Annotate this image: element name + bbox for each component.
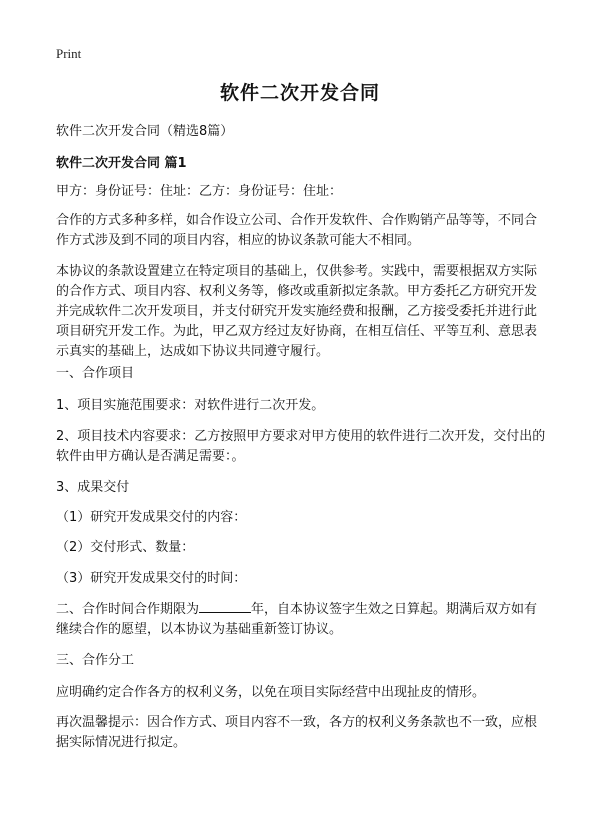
agreement-basis-paragraph: 本协议的条款设置建立在特定项目的基础上，仅供参考。实践中，需要根据双方实际的合作方式、项目内容、权利义务等，修改或重新拟定条款。甲方委托乙方研究开发并完成软件二次开发项目，并支付研究开发实施经费和报酬，乙方接受委托并进行此项目研究开发工作。为此，甲乙双方经过友好协商，在相互信任、平等互利、意思表示真实的基础上，达成如下协议共同遵守履行。: [56, 264, 538, 359]
term-blank-line: [199, 600, 251, 613]
clause-term-before: 二、合作时间合作期限为: [56, 602, 200, 617]
clause-delivery-content: （1）研究开发成果交付的内容：: [56, 510, 247, 525]
clause-scope: 1、项目实施范围要求：对软件进行二次开发。: [56, 398, 325, 413]
print-link[interactable]: Print: [56, 46, 82, 61]
clause-delivery-time: （3）研究开发成果交付的时间：: [56, 571, 247, 586]
document-title: 软件二次开发合同: [219, 82, 380, 104]
clause-term-after: 年，自本协议签字生效之日算起。期满后双方如有继续合作的愿望，以本协议为基础重新签订协议。: [56, 602, 538, 637]
clause-heading-project: 一、合作项目: [56, 366, 135, 381]
clause-delivery-heading: 3、成果交付: [56, 480, 130, 495]
clause-delivery-form: （2）交付形式、数量：: [56, 540, 195, 555]
clause-technical: 2、项目技术内容要求：乙方按照甲方要求对甲方使用的软件进行二次开发，交付出的软件由甲方确认是否满足需要：。: [56, 429, 546, 464]
cooperation-intro-paragraph: 合作的方式多种多样，如合作设立公司、合作开发软件、合作购销产品等等，不同合作方式涉及到不同的项目内容，相应的协议条款可能大不相同。: [56, 213, 538, 248]
clause-term: [56, 600, 546, 640]
section-heading: 软件二次开发合同 篇1: [56, 156, 187, 171]
clause-division-body: 应明确约定合作各方的权利义务，以免在项目实际经营中出现扯皮的情形。: [56, 685, 486, 700]
document-subtitle: 软件二次开发合同（精选8篇）: [56, 124, 234, 139]
reminder-paragraph: 再次温馨提示：因合作方式、项目内容不一致，各方的权利义务条款也不一致，应根据实际情况进行拟定。: [56, 715, 538, 750]
clause-heading-division: 三、合作分工: [56, 653, 135, 668]
parties-line: 甲方：身份证号：住址：乙方：身份证号：住址：: [56, 184, 343, 199]
